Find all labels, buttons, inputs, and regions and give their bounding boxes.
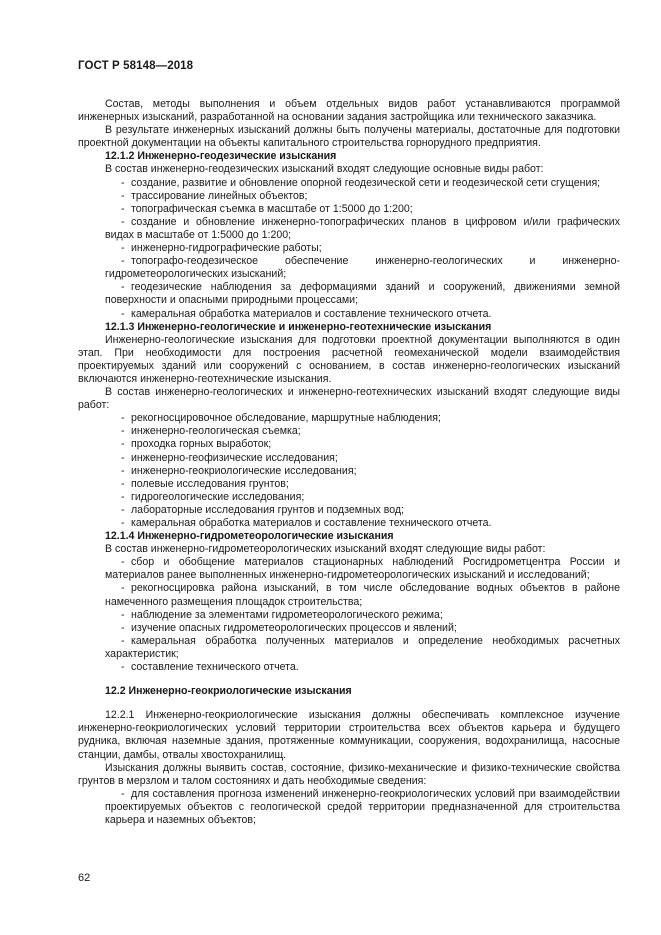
- list-dash: -: [121, 189, 125, 202]
- list-item: [78, 203, 620, 216]
- list-item: [78, 438, 620, 451]
- list-item-text: гидрогеологические исследования;: [131, 490, 305, 503]
- list-dash: -: [121, 582, 125, 595]
- list-item: [78, 308, 620, 321]
- list-dash: -: [121, 215, 125, 228]
- list-item: [78, 517, 620, 530]
- list-item: [78, 412, 620, 425]
- list-item-text: рекогносцировочное обследование, маршрутные наблюдения;: [131, 412, 441, 425]
- paragraph: Изыскания должны выявить состав, состояние, физико-механические и физико-технические свойства грунтов в мерзлом и талом состояниях и дать необходимые сведения:: [78, 761, 620, 787]
- list-dash: -: [121, 464, 125, 477]
- list-item-text: создание и обновление инженерно-топографических планов в цифровом и/или графических видах в масштабе от 1:5000 до 1:200;: [105, 215, 620, 241]
- section-heading: 12.1.2 Инженерно-геодезические изыскания: [105, 150, 337, 163]
- list-dash: -: [121, 477, 125, 490]
- list-dash: -: [121, 281, 125, 294]
- list-dash: -: [121, 176, 125, 189]
- document-code: ГОСТ Р 58148—2018: [78, 60, 194, 72]
- list-item-text: для составления прогноза изменений инженерно-геокриологических условий при взаимодействии проектируемых объектов с геологической средой территории предназначенной для строительства карьера и наземных объектов;: [105, 787, 620, 826]
- list-item: [78, 425, 620, 438]
- list-item-text: камеральная обработка полученных материалов и определение необходимых расчетных характеристик;: [105, 634, 620, 660]
- list-dash: -: [121, 242, 125, 255]
- list-item-text: сбор и обобщение материалов стационарных наблюдений Росгидрометцентра России и материалов ранее выполненных инженерно-гидрометеорологических изысканий и исследований;: [105, 556, 620, 582]
- list-dash: -: [121, 503, 125, 516]
- paragraph: 12.2.1 Инженерно-геокриологические изыскания должны обеспечивать комплексное изучение инженерно-геокриологических условий территории строительства всех объектов карьера и будущего рудника, включая наземные здания, протяженные коммуникации, сооружения, водохранилища, насосные станции, дамбы, отвалы хвостохранилищ.: [78, 709, 620, 761]
- list-item-text: создание, развитие и обновление опорной геодезической сети и геодезической сети сгущения;: [131, 176, 601, 189]
- list-item: [78, 491, 620, 504]
- list-item-text: геодезические наблюдения за деформациями зданий и сооружений, движениями земной поверхности и опасными природными процессами;: [105, 281, 620, 307]
- list-item-text: изучение опасных гидрометеорологических процессов и явлений;: [131, 621, 457, 634]
- list-item-text: проходка горных выработок;: [131, 438, 272, 451]
- list-dash: -: [121, 255, 125, 268]
- list-dash: -: [121, 621, 125, 634]
- list-item: [78, 465, 620, 478]
- list-dash: -: [121, 787, 125, 800]
- list-dash: -: [121, 425, 125, 438]
- list-item: [78, 504, 620, 517]
- list-dash: -: [121, 517, 125, 529]
- list-dash: -: [121, 608, 125, 621]
- list-item-text: камеральная обработка материалов и составление технического отчета.: [131, 307, 492, 320]
- paragraph: Инженерно-геологические изыскания для подготовки проектной документации выполняются в один этап. При необходимости для построения расчетной геомеханической модели взаимодействия проектируемых зданий или сооружений с основанием, в состав инженерно-геологических изысканий включаются инженерно-геотехнические изыскания.: [78, 333, 620, 385]
- list-item: [78, 216, 620, 242]
- list-item-text: инженерно-геофизические исследования;: [131, 451, 338, 464]
- list-dash: -: [121, 490, 125, 503]
- list-item-text: полевые исследования грунтов;: [131, 477, 289, 490]
- list-item: [78, 255, 620, 281]
- section-heading: 12.1.4 Инженерно-гидрометеорологические изыскания: [105, 530, 394, 543]
- list-dash: -: [121, 451, 125, 464]
- list-item-text: составление технического отчета.: [131, 661, 299, 674]
- list-item: [78, 556, 620, 582]
- list-item: [78, 281, 620, 307]
- list-item-text: трассирование линейных объектов;: [131, 189, 308, 202]
- list-item: [78, 190, 620, 203]
- list-item-text: топографическая съемка в масштабе от 1:5000 до 1:200;: [131, 202, 413, 215]
- list-item: [78, 622, 620, 635]
- list-item: [78, 242, 620, 255]
- list-dash: -: [121, 556, 125, 569]
- list-item-text: наблюдение за элементами гидрометеорологического режима;: [131, 608, 443, 621]
- list-item-text: рекогносцировка района изысканий, в том числе обследование водных объектов в районе намеченного размещения площадок строительства;: [105, 582, 620, 608]
- paragraph: В состав инженерно-геодезических изысканий входят следующие основные виды работ:: [105, 163, 544, 176]
- paragraph: В состав инженерно-геологических и инженерно-геотехнических изысканий входят следующие виды работ:: [78, 386, 620, 412]
- list-item: [78, 609, 620, 622]
- list-dash: -: [121, 307, 125, 320]
- list-item: [78, 788, 620, 827]
- section-heading: 12.1.3 Инженерно-геологические и инженерно-геотехнические изыскания: [105, 320, 492, 333]
- list-item-text: топографо-геодезическое обеспечение инженерно-геологических и инженерно-гидрометеорологических изысканий;: [105, 255, 620, 281]
- section-heading: 12.2 Инженерно-геокриологические изыскания: [105, 685, 352, 698]
- paragraph: В состав инженерно-гидрометеорологических изысканий входят следующие виды работ:: [105, 543, 546, 556]
- list-dash: -: [121, 661, 125, 674]
- list-item: [78, 478, 620, 491]
- paragraph: Состав, методы выполнения и объем отдельных видов работ устанавливаются программой инженерных изысканий, разработанной на основании задания застройщика или технического заказчика.: [78, 98, 620, 124]
- list-item-text: инженерно-гидрографические работы;: [131, 242, 322, 255]
- page-number: 62: [78, 872, 91, 884]
- list-dash: -: [121, 202, 125, 215]
- list-item: [78, 177, 620, 190]
- list-item-text: лабораторные исследования грунтов и подземных вод;: [131, 503, 405, 516]
- list-item: [78, 635, 620, 661]
- list-item: [78, 582, 620, 608]
- list-dash: -: [121, 634, 125, 647]
- document-body: [78, 98, 620, 827]
- list-item: [78, 452, 620, 465]
- list-dash: -: [121, 438, 125, 451]
- paragraph: В результате инженерных изысканий должны быть получены материалы, достаточные для подготовки проектной документации на объекты капитального строительства горнорудного предприятия.: [78, 124, 620, 150]
- list-item-text: камеральная обработка материалов и составление технического отчета.: [131, 517, 492, 529]
- list-dash: -: [121, 412, 125, 425]
- list-item: [78, 661, 620, 674]
- list-item-text: инженерно-геокриологические исследования;: [131, 464, 357, 477]
- list-item-text: инженерно-геологическая съемка;: [131, 425, 301, 438]
